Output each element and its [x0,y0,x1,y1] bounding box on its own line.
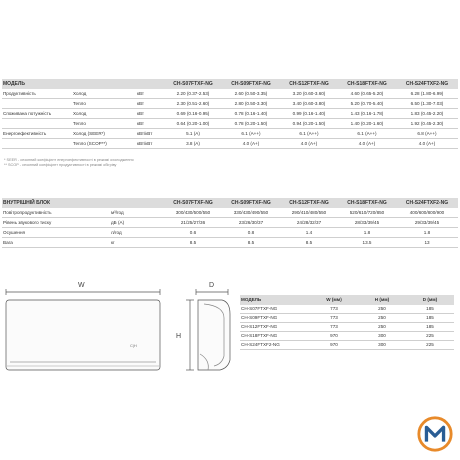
spec-cell: 5.1 (A) [164,129,222,139]
depth-label: D [209,282,215,289]
spec-header-cell: CH-S09FTXF-NG [222,79,280,89]
dims-cell: CH-S24FTXF2-NG [240,341,310,350]
indoor-header-cell: ВНУТРІШНІЙ БЛОК [2,198,110,208]
spec-row [2,99,458,109]
indoor-cell: кг [110,238,164,248]
indoor-cell: 520/610/720/850 [338,208,396,218]
dims-row [240,341,454,350]
indoor-cell: Повітропродуктивність [2,208,110,218]
spec-header-cell: CH-S07FTXF-NG [164,79,222,89]
spec-cell: 5.20 (0.70-5.40) [338,99,396,109]
spec-cell: 0.69 (0.16-0.95) [164,109,222,119]
dims-cell: 185 [406,305,454,314]
spec-cell: 3.20 (0.60-3.60) [280,89,338,99]
indoor-cell: 300/430/500/550 [164,208,222,218]
spec-row [2,109,458,119]
spec-cell: 1.92 (0.45-2.30) [396,119,458,129]
spec-cell [2,119,72,129]
spec-header-cell: CH-S24FTXF2-NG [396,79,458,89]
indoor-cell: 0.6 [164,228,222,238]
indoor-header-cell: CH-S09FTXF-NG [222,198,280,208]
spec-cell: Споживана потужність [2,109,72,119]
spec-row [2,89,458,99]
spec-header-cell: CH-S18FTXF-NG [338,79,396,89]
indoor-header-cell: CH-S24FTXF2-NG [396,198,458,208]
spec-cell: 4.60 (0.65-5.20) [338,89,396,99]
dims-cell: 773 [310,305,358,314]
spec-cell: 2.60 (0.50-3.35) [222,89,280,99]
dims-cell: 225 [406,332,454,341]
spec-cell: 0.99 (0.16-1.40) [280,109,338,119]
dims-cell: 773 [310,314,358,323]
dims-cell: 970 [310,332,358,341]
indoor-cell: 290/410/480/550 [280,208,338,218]
spec-cell: 4.0 (A+) [222,139,280,149]
indoor-row [2,228,458,238]
dims-cell: 225 [406,341,454,350]
spec-cell: 2.30 (0.51-2.60) [164,99,222,109]
spec-cell: 4.0 (A+) [396,139,458,149]
dimensions-table [240,295,454,350]
spec-cell: 6.1 (A++) [222,129,280,139]
note-seer: * SEER - сезонний коефіцієнт енергоефективності в режимі охолодження [4,158,134,162]
indoor-cell: 23/26/30/37 [222,218,280,228]
indoor-cell: 400/600/800/900 [396,208,458,218]
spec-cell: Холод (SEER*) [72,129,136,139]
spec-cell: 3.8 (A) [164,139,222,149]
indoor-header-cell: CH-S18FTXF-NG [338,198,396,208]
height-label: H [176,333,182,340]
spec-cell: 6.1 (A++) [338,129,396,139]
indoor-cell: 24/28/32/37 [280,218,338,228]
spec-cell: кВт [136,119,164,129]
spec-header-cell: МОДЕЛЬ [2,79,72,89]
spec-header-cell [136,79,164,89]
spec-cell: Холод [72,89,136,99]
indoor-row [2,238,458,248]
dims-row [240,314,454,323]
spec-header-cell [72,79,136,89]
indoor-cell: 21/25/27/36 [164,218,222,228]
spec-cell: 2.20 (0.37-2.53) [164,89,222,99]
indoor-cell: 28/33/39/45 [338,218,396,228]
indoor-row [2,208,458,218]
dims-cell: 250 [358,314,406,323]
indoor-cell: дБ (А) [110,218,164,228]
dims-header-cell: D (мм) [406,295,454,305]
dims-row [240,305,454,314]
dims-cell: 250 [358,323,406,332]
indoor-header-cell [110,198,164,208]
spec-cell: кВт [136,89,164,99]
indoor-header-cell: CH-S07FTXF-NG [164,198,222,208]
dims-cell: CH-S12FTXF-NG [240,323,310,332]
dims-row [240,323,454,332]
spec-cell: 1.83 (0.45-2.20) [396,109,458,119]
spec-row [2,139,458,149]
indoor-cell: Осушення [2,228,110,238]
dims-header-cell: H (мм) [358,295,406,305]
indoor-unit-table [2,198,458,248]
spec-cell: 4.0 (A+) [338,139,396,149]
spec-cell: кВт/кВт [136,129,164,139]
spec-cell: 3.40 (0.60-3.80) [280,99,338,109]
indoor-cell: 1.8 [338,228,396,238]
dims-header-cell: МОДЕЛЬ [240,295,310,305]
spec-row [2,129,458,139]
dims-header-cell: W (мм) [310,295,358,305]
dims-cell: 300 [358,332,406,341]
indoor-cell: м³/год [110,208,164,218]
spec-cell: 2.80 (0.50-3.30) [222,99,280,109]
indoor-row [2,218,458,228]
dims-cell: 185 [406,314,454,323]
brand-mark: C|H [130,343,137,348]
spec-cell: кВт/кВт [136,139,164,149]
spec-cell: 0.78 (0.20-1.50) [222,119,280,129]
spec-cell: 4.0 (A+) [280,139,338,149]
dims-header-row [240,295,454,305]
spec-cell: 0.64 (0.20-1.00) [164,119,222,129]
spec-cell: Тепло [72,99,136,109]
dims-row [240,332,454,341]
indoor-cell: л/год [110,228,164,238]
indoor-cell: 8.5 [164,238,222,248]
width-label: W [78,282,85,289]
spec-cell: Продуктивність [2,89,72,99]
dims-cell: 970 [310,341,358,350]
dims-cell: 773 [310,323,358,332]
indoor-cell: 1.8 [396,228,458,238]
spec-notes [4,158,134,168]
spec-cell: 0.78 (0.16-1.40) [222,109,280,119]
indoor-cell: Рівень звукового тиску [2,218,110,228]
dims-cell: CH-S07FTXF-NG [240,305,310,314]
indoor-header-row [2,198,458,208]
dims-cell: 185 [406,323,454,332]
dims-cell: 300 [358,341,406,350]
spec-cell: 6.28 (1.80-6.99) [396,89,458,99]
spec-cell: Тепло (SCOP**) [72,139,136,149]
note-scop: ** SCOP - сезонний коефіцієнт продуктивності в режимі обігріву [4,163,117,167]
dims-cell: CH-S09FTXF-NG [240,314,310,323]
indoor-cell: 13.5 [338,238,396,248]
brand-logo-icon [416,415,454,453]
dims-cell: 250 [358,305,406,314]
spec-cell: кВт [136,99,164,109]
spec-cell: 6.50 (1.30-7.03) [396,99,458,109]
spec-cell: 1.43 (0.16-1.78) [338,109,396,119]
spec-cell: Тепло [72,119,136,129]
spec-cell: 6.8 (A++) [396,129,458,139]
indoor-cell: Вага [2,238,110,248]
spec-cell: Енергоефективність [2,129,72,139]
spec-cell: кВт [136,109,164,119]
spec-cell: 1.40 (0.20-1.60) [338,119,396,129]
spec-cell [2,99,72,109]
spec-table [2,79,458,149]
indoor-cell: 0.8 [222,228,280,238]
indoor-header-cell: CH-S12FTXF-NG [280,198,338,208]
indoor-cell: 330/430/490/550 [222,208,280,218]
dims-cell: CH-S18FTXF-NG [240,332,310,341]
indoor-cell: 8.5 [222,238,280,248]
spec-row [2,119,458,129]
spec-header-cell: CH-S12FTXF-NG [280,79,338,89]
spec-cell [2,139,72,149]
indoor-cell: 29/33/39/45 [396,218,458,228]
spec-cell: Холод [72,109,136,119]
indoor-cell: 8.5 [280,238,338,248]
indoor-cell: 13 [396,238,458,248]
spec-cell: 6.1 (A++) [280,129,338,139]
indoor-cell: 1.4 [280,228,338,238]
spec-header-row [2,79,458,89]
spec-cell: 0.94 (0.20-1.50) [280,119,338,129]
